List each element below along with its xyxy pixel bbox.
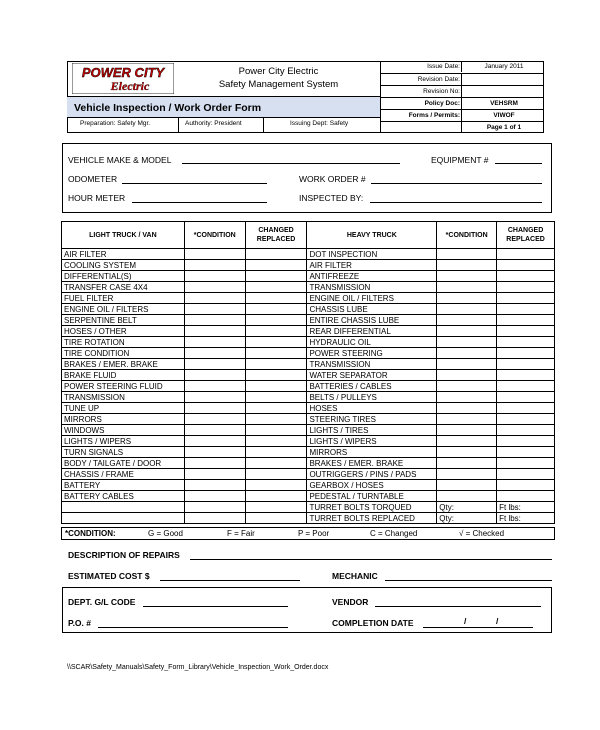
vendor-label: VENDOR	[332, 597, 369, 607]
light-condition-cell[interactable]	[184, 315, 245, 326]
light-condition-cell[interactable]	[184, 513, 245, 524]
table-row	[62, 513, 555, 524]
heavy-truck-item: ENTIRE CHASSIS LUBE	[307, 315, 437, 326]
heavy-changed-cell[interactable]	[497, 480, 555, 491]
heavy-condition-cell[interactable]	[437, 282, 497, 293]
company-logo	[72, 63, 174, 94]
heavy-truck-item: PEDESTAL / TURNTABLE	[307, 491, 437, 502]
table-row	[62, 293, 555, 304]
light-truck-item: TRANSFER CASE 4X4	[62, 282, 185, 293]
heavy-changed-cell[interactable]	[497, 370, 555, 381]
light-condition-cell[interactable]	[184, 502, 245, 513]
light-changed-cell[interactable]	[245, 447, 307, 458]
heavy-condition-cell[interactable]	[437, 326, 497, 337]
gl-code-label: DEPT. G/L CODE	[68, 597, 136, 607]
heavy-truck-item: HYDRAULIC OIL	[307, 337, 437, 348]
table-row	[62, 480, 555, 491]
light-condition-cell[interactable]	[184, 414, 245, 425]
heavy-truck-item: DOT INSPECTION	[307, 249, 437, 260]
sub-sep	[178, 118, 179, 133]
table-row	[62, 282, 555, 293]
equipment-label: EQUIPMENT #	[431, 155, 489, 165]
table-row	[62, 271, 555, 282]
heavy-condition-cell[interactable]: Qty:	[437, 513, 497, 524]
heavy-changed-cell[interactable]	[497, 260, 555, 271]
light-changed-cell[interactable]	[245, 381, 307, 392]
table-row	[62, 326, 555, 337]
light-changed-cell[interactable]	[245, 304, 307, 315]
table-row	[62, 370, 555, 381]
heavy-changed-cell[interactable]	[497, 315, 555, 326]
table-row	[62, 491, 555, 502]
heavy-truck-item: GEARBOX / HOSES	[307, 480, 437, 491]
light-condition-cell[interactable]	[184, 436, 245, 447]
completion-date-field[interactable]	[423, 627, 533, 628]
light-condition-cell[interactable]	[184, 370, 245, 381]
light-condition-cell[interactable]	[184, 271, 245, 282]
light-condition-cell[interactable]	[184, 469, 245, 480]
light-truck-item: MIRRORS	[62, 414, 185, 425]
light-truck-item	[62, 502, 185, 513]
light-truck-item	[62, 513, 185, 524]
heavy-changed-cell[interactable]	[497, 469, 555, 480]
light-condition-cell[interactable]	[184, 458, 245, 469]
heavy-condition-cell[interactable]	[437, 436, 497, 447]
heavy-changed-cell[interactable]	[497, 249, 555, 260]
light-truck-item: BATTERY CABLES	[62, 491, 185, 502]
meta-row: Forms / Permits: VIWOF	[381, 109, 544, 121]
table-row	[62, 348, 555, 359]
light-truck-item: AIR FILTER	[62, 249, 185, 260]
light-truck-item: TIRE ROTATION	[62, 337, 185, 348]
table-row	[62, 315, 555, 326]
heavy-truck-item: ANTIFREEZE	[307, 271, 437, 282]
col-header-condition: *CONDITION	[437, 222, 497, 249]
light-truck-item: ENGINE OIL / FILTERS	[62, 304, 185, 315]
heavy-changed-cell[interactable]	[497, 392, 555, 403]
form-title: Vehicle Inspection / Work Order Form	[67, 96, 380, 118]
table-header-row	[62, 222, 555, 249]
estimated-cost-field[interactable]	[160, 580, 300, 581]
light-truck-item: BRAKE FLUID	[62, 370, 185, 381]
light-truck-item: TIRE CONDITION	[62, 348, 185, 359]
heavy-truck-item: TRANSMISSION	[307, 359, 437, 370]
light-condition-cell[interactable]	[184, 381, 245, 392]
company-name: Power City Electric	[238, 66, 319, 77]
light-changed-cell[interactable]	[245, 370, 307, 381]
mechanic-label: MECHANIC	[332, 571, 378, 581]
odometer-label: ODOMETER	[68, 174, 118, 184]
heavy-truck-item: MIRRORS	[307, 447, 437, 458]
light-changed-cell[interactable]	[245, 326, 307, 337]
meta-row: Issue Date: January 2011	[427, 63, 524, 70]
heavy-truck-item: LIGHTS / WIPERS	[307, 436, 437, 447]
light-truck-item: HOSES / OTHER	[62, 326, 185, 337]
date-slash: /	[496, 616, 499, 626]
heavy-condition-cell[interactable]	[437, 392, 497, 403]
completion-date-label: COMPLETION DATE	[332, 618, 414, 628]
heavy-changed-cell[interactable]	[497, 326, 555, 337]
heavy-condition-cell[interactable]	[437, 337, 497, 348]
table-row	[62, 337, 555, 348]
heavy-condition-cell[interactable]	[437, 304, 497, 315]
light-truck-item: LIGHTS / WIPERS	[62, 436, 185, 447]
light-truck-item: FUEL FILTER	[62, 293, 185, 304]
heavy-condition-cell[interactable]: Qty:	[437, 502, 497, 513]
heavy-changed-cell[interactable]	[497, 458, 555, 469]
table-row	[62, 414, 555, 425]
inspection-table	[61, 221, 555, 524]
light-truck-item: WINDOWS	[62, 425, 185, 436]
heavy-truck-item: TRANSMISSION	[307, 282, 437, 293]
table-row	[62, 359, 555, 370]
light-changed-cell[interactable]	[245, 414, 307, 425]
light-truck-item: TUNE UP	[62, 403, 185, 414]
light-changed-cell[interactable]	[245, 359, 307, 370]
heavy-changed-cell[interactable]	[497, 348, 555, 359]
description-label: DESCRIPTION OF REPAIRS	[68, 550, 180, 560]
light-condition-cell[interactable]	[184, 425, 245, 436]
table-row	[62, 392, 555, 403]
light-condition-cell[interactable]	[184, 392, 245, 403]
heavy-truck-item: ENGINE OIL / FILTERS	[307, 293, 437, 304]
heavy-truck-item: AIR FILTER	[307, 260, 437, 271]
legend-changed: C = Changed	[370, 529, 418, 538]
table-row	[62, 260, 555, 271]
issuing-dept-label: Issuing Dept: Safety	[290, 120, 349, 127]
authority-label: Authority: President	[185, 120, 242, 127]
col-header-changed: CHANGED REPLACED	[245, 222, 307, 249]
light-condition-cell[interactable]	[184, 304, 245, 315]
meta-row: Policy Doc: VEHSRM	[381, 97, 544, 109]
light-condition-cell[interactable]	[184, 249, 245, 260]
light-truck-item: POWER STEERING FLUID	[62, 381, 185, 392]
heavy-condition-cell[interactable]	[437, 315, 497, 326]
heavy-condition-cell[interactable]	[437, 359, 497, 370]
light-truck-item: SERPENTINE BELT	[62, 315, 185, 326]
light-changed-cell[interactable]	[245, 249, 307, 260]
hour-meter-label: HOUR METER	[68, 193, 126, 203]
heavy-changed-cell[interactable]	[497, 447, 555, 458]
estimated-cost-label: ESTIMATED COST $	[68, 571, 150, 581]
heavy-changed-cell[interactable]	[497, 436, 555, 447]
light-truck-item: BODY / TAILGATE / DOOR	[62, 458, 185, 469]
light-condition-cell[interactable]	[184, 403, 245, 414]
light-condition-cell[interactable]	[184, 326, 245, 337]
heavy-changed-cell[interactable]	[497, 293, 555, 304]
vendor-field[interactable]	[375, 606, 541, 607]
heavy-changed-cell[interactable]	[497, 414, 555, 425]
heavy-condition-cell[interactable]	[437, 293, 497, 304]
gl-code-field[interactable]	[143, 606, 288, 607]
condition-legend	[61, 527, 555, 540]
light-changed-cell[interactable]	[245, 315, 307, 326]
equipment-field[interactable]	[495, 163, 542, 164]
legend-poor: P = Poor	[298, 529, 330, 538]
heavy-condition-cell[interactable]	[437, 381, 497, 392]
light-truck-item: CHASSIS / FRAME	[62, 469, 185, 480]
light-changed-cell[interactable]	[245, 293, 307, 304]
light-changed-cell[interactable]	[245, 480, 307, 491]
table-row	[62, 447, 555, 458]
heavy-condition-cell[interactable]	[437, 447, 497, 458]
light-changed-cell[interactable]	[245, 348, 307, 359]
heavy-condition-cell[interactable]	[437, 271, 497, 282]
meta-row: Revision No:	[381, 85, 544, 97]
meta-row: Revision Date:	[381, 73, 544, 85]
heavy-truck-item: BATTERIES / CABLES	[307, 381, 437, 392]
heavy-condition-cell[interactable]	[437, 249, 497, 260]
heavy-changed-cell[interactable]	[497, 359, 555, 370]
heavy-truck-item: STEERING TIRES	[307, 414, 437, 425]
heavy-changed-cell[interactable]	[497, 425, 555, 436]
make-model-field[interactable]	[182, 163, 400, 164]
light-changed-cell[interactable]	[245, 282, 307, 293]
table-row	[62, 469, 555, 480]
col-header-condition: *CONDITION	[184, 222, 245, 249]
heavy-truck-item: TURRET BOLTS TORQUED	[307, 502, 437, 513]
preparation-label: Preparation: Safety Mgr.	[80, 120, 151, 127]
light-changed-cell[interactable]	[245, 392, 307, 403]
heavy-condition-cell[interactable]	[437, 348, 497, 359]
heavy-changed-cell[interactable]	[497, 337, 555, 348]
heavy-changed-cell[interactable]	[497, 271, 555, 282]
heavy-condition-cell[interactable]	[437, 425, 497, 436]
light-changed-cell[interactable]	[245, 491, 307, 502]
heavy-truck-item: REAR DIFFERENTIAL	[307, 326, 437, 337]
work-order-field[interactable]	[371, 183, 542, 184]
odometer-field[interactable]	[122, 183, 267, 184]
make-model-label: VEHICLE MAKE & MODEL	[68, 155, 172, 165]
heavy-truck-item: POWER STEERING	[307, 348, 437, 359]
heavy-changed-cell[interactable]	[497, 304, 555, 315]
heavy-condition-cell[interactable]	[437, 480, 497, 491]
col-header-heavy-truck: HEAVY TRUCK	[307, 222, 437, 249]
table-row	[62, 425, 555, 436]
hour-meter-field[interactable]	[132, 202, 267, 203]
heavy-truck-item: OUTRIGGERS / PINS / PADS	[307, 469, 437, 480]
heavy-changed-cell[interactable]	[497, 381, 555, 392]
description-field[interactable]	[190, 559, 552, 560]
table-row	[62, 304, 555, 315]
legend-title: *CONDITION:	[65, 529, 116, 538]
heavy-condition-cell[interactable]	[437, 469, 497, 480]
table-row	[62, 458, 555, 469]
light-condition-cell[interactable]	[184, 337, 245, 348]
heavy-truck-item: BRAKES / EMER. BRAKE	[307, 458, 437, 469]
heavy-truck-item: BELTS / PULLEYS	[307, 392, 437, 403]
work-order-label: WORK ORDER #	[299, 174, 366, 184]
light-truck-item: COOLING SYSTEM	[62, 260, 185, 271]
inspected-by-field[interactable]	[370, 202, 542, 203]
light-condition-cell[interactable]	[184, 491, 245, 502]
file-path-footer: \\SCAR\Safety_Manuals\Safety_Form_Library\Vehicle_Inspection_Work_Order.docx	[67, 664, 329, 671]
col-header-light-truck: LIGHT TRUCK / VAN	[62, 222, 185, 249]
meta-row: Page 1 of 1	[381, 121, 544, 133]
company-block	[176, 65, 381, 91]
system-name: Safety Management System	[218, 79, 339, 90]
heavy-condition-cell[interactable]	[437, 260, 497, 271]
col-header-changed: CHANGED REPLACED	[497, 222, 555, 249]
light-changed-cell[interactable]	[245, 502, 307, 513]
legend-good: G = Good	[148, 529, 183, 538]
mechanic-field[interactable]	[385, 580, 552, 581]
light-changed-cell[interactable]	[245, 425, 307, 436]
light-condition-cell[interactable]	[184, 359, 245, 370]
light-truck-item: DIFFERENTIAL(S)	[62, 271, 185, 282]
light-condition-cell[interactable]	[184, 282, 245, 293]
legend-checked: √ = Checked	[459, 529, 505, 538]
light-truck-item: TRANSMISSION	[62, 392, 185, 403]
table-row	[62, 502, 555, 513]
heavy-truck-item: TURRET BOLTS REPLACED	[307, 513, 437, 524]
date-slash: /	[464, 616, 467, 626]
table-row	[62, 403, 555, 414]
light-changed-cell[interactable]	[245, 436, 307, 447]
heavy-truck-item: WATER SEPARATOR	[307, 370, 437, 381]
light-changed-cell[interactable]	[245, 271, 307, 282]
light-changed-cell[interactable]	[245, 513, 307, 524]
po-field[interactable]	[98, 627, 288, 628]
inspected-by-label: INSPECTED BY:	[299, 193, 364, 203]
legend-fair: F = Fair	[227, 529, 255, 538]
light-changed-cell[interactable]	[245, 458, 307, 469]
heavy-changed-cell[interactable]	[497, 403, 555, 414]
heavy-changed-cell[interactable]: Ft lbs:	[497, 513, 555, 524]
light-condition-cell[interactable]	[184, 293, 245, 304]
table-row	[62, 436, 555, 447]
light-changed-cell[interactable]	[245, 403, 307, 414]
heavy-condition-cell[interactable]	[437, 491, 497, 502]
heavy-truck-item: CHASSIS LUBE	[307, 304, 437, 315]
light-condition-cell[interactable]	[184, 348, 245, 359]
heavy-truck-item: LIGHTS / TIRES	[307, 425, 437, 436]
sub-sep	[263, 118, 264, 133]
svg-text:POWER CITY: POWER CITY	[81, 65, 165, 80]
light-condition-cell[interactable]	[184, 447, 245, 458]
heavy-changed-cell[interactable]	[497, 282, 555, 293]
light-condition-cell[interactable]	[184, 480, 245, 491]
heavy-condition-cell[interactable]	[437, 458, 497, 469]
heavy-condition-cell[interactable]	[437, 370, 497, 381]
svg-text:Electric: Electric	[110, 79, 150, 93]
heavy-changed-cell[interactable]: Ft lbs:	[497, 502, 555, 513]
heavy-condition-cell[interactable]	[437, 403, 497, 414]
light-changed-cell[interactable]	[245, 337, 307, 348]
heavy-truck-item: HOSES	[307, 403, 437, 414]
light-condition-cell[interactable]	[184, 260, 245, 271]
heavy-changed-cell[interactable]	[497, 491, 555, 502]
table-row	[62, 381, 555, 392]
light-truck-item: TURN SIGNALS	[62, 447, 185, 458]
light-truck-item: BATTERY	[62, 480, 185, 491]
light-truck-item: BRAKES / EMER. BRAKE	[62, 359, 185, 370]
table-row	[62, 249, 555, 260]
light-changed-cell[interactable]	[245, 469, 307, 480]
light-changed-cell[interactable]	[245, 260, 307, 271]
po-label: P.O. #	[68, 618, 91, 628]
heavy-condition-cell[interactable]	[437, 414, 497, 425]
